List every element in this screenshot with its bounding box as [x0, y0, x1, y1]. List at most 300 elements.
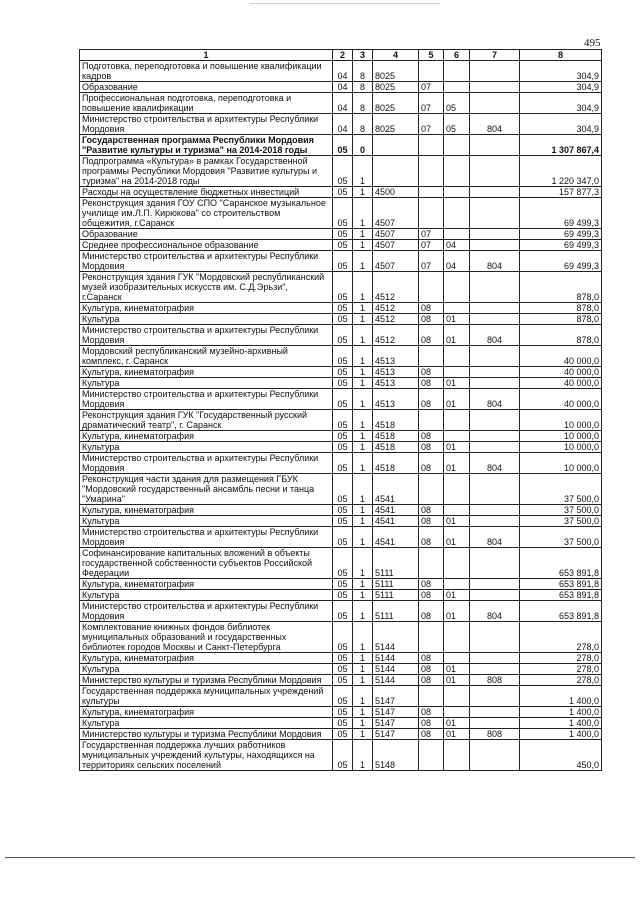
- subdivision-code-cell: [444, 707, 470, 718]
- division-code-cell: [419, 474, 444, 505]
- row-name-cell: Образование: [80, 229, 333, 240]
- section-code-cell: 05: [333, 135, 353, 156]
- division-code-cell: 08: [419, 367, 444, 378]
- subdivision-code-cell: [444, 367, 470, 378]
- subdivision-code-cell: [444, 346, 470, 367]
- subdivision-code-cell: 01: [444, 453, 470, 474]
- subprogram-code-cell: 1: [353, 272, 373, 303]
- row-name-cell: Реконструкция здания ГОУ СПО "Саранское музыкальное училище им.Л.П. Кирюкова" со строительством общежития, г.Саранск: [80, 198, 333, 229]
- amount-cell: 1 400,0: [520, 718, 602, 729]
- ministry-code-cell: [470, 707, 520, 718]
- ministry-code-cell: [470, 548, 520, 579]
- subprogram-code-cell: 1: [353, 240, 373, 251]
- row-name-cell: Культура: [80, 378, 333, 389]
- target-code-cell: 5111: [373, 548, 419, 579]
- ministry-code-cell: [470, 229, 520, 240]
- section-code-cell: 05: [333, 740, 353, 771]
- ministry-code-cell: [470, 653, 520, 664]
- table-row: [80, 135, 602, 156]
- ministry-code-cell: 804: [470, 114, 520, 135]
- target-code-cell: 4513: [373, 389, 419, 410]
- section-code-cell: 05: [333, 653, 353, 664]
- target-code-cell: 5111: [373, 601, 419, 622]
- subprogram-code-cell: 1: [353, 453, 373, 474]
- target-code-cell: 4512: [373, 303, 419, 314]
- ministry-code-cell: [470, 579, 520, 590]
- subprogram-code-cell: 1: [353, 229, 373, 240]
- row-name-cell: Министерство строительства и архитектуры Республики Мордовия: [80, 389, 333, 410]
- target-code-cell: 4507: [373, 251, 419, 272]
- ministry-code-cell: [470, 622, 520, 653]
- division-code-cell: 08: [419, 516, 444, 527]
- amount-cell: 69 499,3: [520, 240, 602, 251]
- table-row: [80, 740, 602, 771]
- target-code-cell: 4518: [373, 410, 419, 431]
- division-code-cell: 08: [419, 653, 444, 664]
- row-name-cell: Культура, кинематография: [80, 707, 333, 718]
- row-name-cell: Министерство строительства и архитектуры Республики Мордовия: [80, 527, 333, 548]
- subdivision-code-cell: [444, 229, 470, 240]
- table-row: [80, 675, 602, 686]
- subprogram-code-cell: 1: [353, 187, 373, 198]
- ministry-code-cell: [470, 516, 520, 527]
- subdivision-code-cell: [444, 431, 470, 442]
- target-code-cell: 4518: [373, 431, 419, 442]
- subdivision-code-cell: 01: [444, 389, 470, 410]
- division-code-cell: 08: [419, 590, 444, 601]
- division-code-cell: 08: [419, 579, 444, 590]
- amount-cell: 1 400,0: [520, 729, 602, 740]
- row-name-cell: Подготовка, переподготовка и повышение квалификации кадров: [80, 61, 333, 82]
- division-code-cell: [419, 198, 444, 229]
- division-code-cell: 08: [419, 303, 444, 314]
- ministry-code-cell: [470, 505, 520, 516]
- subprogram-code-cell: 1: [353, 653, 373, 664]
- amount-cell: 1 307 867,4: [520, 135, 602, 156]
- target-code-cell: 5144: [373, 622, 419, 653]
- table-row: [80, 664, 602, 675]
- target-code-cell: 5147: [373, 729, 419, 740]
- division-code-cell: 08: [419, 675, 444, 686]
- section-code-cell: 05: [333, 431, 353, 442]
- target-code-cell: 5144: [373, 675, 419, 686]
- table-row: [80, 229, 602, 240]
- column-header: 6: [444, 50, 470, 61]
- division-code-cell: 08: [419, 707, 444, 718]
- division-code-cell: 07: [419, 82, 444, 93]
- ministry-code-cell: [470, 198, 520, 229]
- division-code-cell: 08: [419, 505, 444, 516]
- ministry-code-cell: [470, 590, 520, 601]
- amount-cell: 40 000,0: [520, 378, 602, 389]
- ministry-code-cell: [470, 431, 520, 442]
- subprogram-code-cell: 1: [353, 431, 373, 442]
- subdivision-code-cell: [444, 187, 470, 198]
- ministry-code-cell: [470, 410, 520, 431]
- table-row: [80, 82, 602, 93]
- subdivision-code-cell: [444, 505, 470, 516]
- section-code-cell: 05: [333, 707, 353, 718]
- row-name-cell: Софинансирование капитальных вложений в объекты государственной собственности субъектов Российской Федерации: [80, 548, 333, 579]
- division-code-cell: [419, 61, 444, 82]
- amount-cell: 278,0: [520, 622, 602, 653]
- subdivision-code-cell: 05: [444, 114, 470, 135]
- division-code-cell: 08: [419, 314, 444, 325]
- subprogram-code-cell: 1: [353, 729, 373, 740]
- ministry-code-cell: [470, 740, 520, 771]
- amount-cell: 304,9: [520, 61, 602, 82]
- table-row: [80, 198, 602, 229]
- amount-cell: 37 500,0: [520, 474, 602, 505]
- row-name-cell: Министерство строительства и архитектуры Республики Мордовия: [80, 251, 333, 272]
- subprogram-code-cell: 0: [353, 135, 373, 156]
- subprogram-code-cell: 1: [353, 664, 373, 675]
- division-code-cell: [419, 548, 444, 579]
- section-code-cell: 04: [333, 93, 353, 114]
- row-name-cell: Расходы на осуществление бюджетных инвестиций: [80, 187, 333, 198]
- division-code-cell: 08: [419, 325, 444, 346]
- amount-cell: 278,0: [520, 675, 602, 686]
- table-row: [80, 61, 602, 82]
- target-code-cell: 4507: [373, 240, 419, 251]
- table-row: [80, 686, 602, 707]
- row-name-cell: Комплектование книжных фондов библиотек муниципальных образований и государственных библиотек городов Москвы и Санкт-Петербурга: [80, 622, 333, 653]
- subprogram-code-cell: 8: [353, 114, 373, 135]
- subdivision-code-cell: 01: [444, 718, 470, 729]
- row-name-cell: Реконструкция здания ГУК "Мордовский республиканский музей изобразительных искусств им. С.Д.Эрьзи", г.Саранск: [80, 272, 333, 303]
- section-code-cell: 05: [333, 389, 353, 410]
- subdivision-code-cell: [444, 686, 470, 707]
- table-row: [80, 653, 602, 664]
- ministry-code-cell: [470, 718, 520, 729]
- ministry-code-cell: [470, 303, 520, 314]
- subprogram-code-cell: 1: [353, 156, 373, 187]
- target-code-cell: 4500: [373, 187, 419, 198]
- table-row: [80, 93, 602, 114]
- ministry-code-cell: [470, 61, 520, 82]
- ministry-code-cell: [470, 240, 520, 251]
- scan-artifact-line: [5, 857, 635, 858]
- row-name-cell: Министерство строительства и архитектуры Республики Мордовия: [80, 453, 333, 474]
- column-header: 3: [353, 50, 373, 61]
- table-row: [80, 527, 602, 548]
- target-code-cell: 8025: [373, 114, 419, 135]
- table-row: [80, 474, 602, 505]
- ministry-code-cell: 804: [470, 251, 520, 272]
- subprogram-code-cell: 1: [353, 251, 373, 272]
- ministry-code-cell: 804: [470, 325, 520, 346]
- subprogram-code-cell: 1: [353, 579, 373, 590]
- subdivision-code-cell: 01: [444, 325, 470, 346]
- division-code-cell: 07: [419, 229, 444, 240]
- target-code-cell: 4541: [373, 527, 419, 548]
- table-row: [80, 303, 602, 314]
- ministry-code-cell: [470, 378, 520, 389]
- section-code-cell: 05: [333, 548, 353, 579]
- page-number: 495: [584, 37, 601, 49]
- amount-cell: 40 000,0: [520, 389, 602, 410]
- subprogram-code-cell: 1: [353, 590, 373, 601]
- ministry-code-cell: 804: [470, 601, 520, 622]
- subprogram-code-cell: 1: [353, 622, 373, 653]
- section-code-cell: 05: [333, 378, 353, 389]
- subprogram-code-cell: 1: [353, 367, 373, 378]
- table-header-row: [80, 50, 602, 61]
- section-code-cell: 05: [333, 272, 353, 303]
- division-code-cell: [419, 135, 444, 156]
- amount-cell: 653 891,8: [520, 579, 602, 590]
- division-code-cell: 08: [419, 664, 444, 675]
- section-code-cell: 05: [333, 601, 353, 622]
- section-code-cell: 05: [333, 622, 353, 653]
- target-code-cell: 5111: [373, 590, 419, 601]
- target-code-cell: 4541: [373, 505, 419, 516]
- amount-cell: 1 400,0: [520, 707, 602, 718]
- subprogram-code-cell: 1: [353, 686, 373, 707]
- section-code-cell: 05: [333, 410, 353, 431]
- subdivision-code-cell: 01: [444, 516, 470, 527]
- target-code-cell: 4541: [373, 516, 419, 527]
- table-row: [80, 516, 602, 527]
- ministry-code-cell: [470, 93, 520, 114]
- table-row: [80, 240, 602, 251]
- target-code-cell: 4513: [373, 346, 419, 367]
- section-code-cell: 05: [333, 156, 353, 187]
- ministry-code-cell: [470, 346, 520, 367]
- subprogram-code-cell: 1: [353, 303, 373, 314]
- amount-cell: 1 220 347,0: [520, 156, 602, 187]
- amount-cell: 10 000,0: [520, 410, 602, 431]
- target-code-cell: 5111: [373, 579, 419, 590]
- division-code-cell: 08: [419, 431, 444, 442]
- section-code-cell: 05: [333, 240, 353, 251]
- subdivision-code-cell: 01: [444, 675, 470, 686]
- table-row: [80, 505, 602, 516]
- table-row: [80, 579, 602, 590]
- row-name-cell: Культура, кинематография: [80, 579, 333, 590]
- ministry-code-cell: [470, 272, 520, 303]
- subdivision-code-cell: [444, 622, 470, 653]
- section-code-cell: 05: [333, 314, 353, 325]
- subdivision-code-cell: [444, 579, 470, 590]
- amount-cell: 278,0: [520, 653, 602, 664]
- row-name-cell: Культура, кинематография: [80, 505, 333, 516]
- subprogram-code-cell: 1: [353, 474, 373, 505]
- division-code-cell: [419, 686, 444, 707]
- table-row: [80, 453, 602, 474]
- amount-cell: 37 500,0: [520, 527, 602, 548]
- amount-cell: 653 891,8: [520, 601, 602, 622]
- ministry-code-cell: [470, 135, 520, 156]
- subdivision-code-cell: [444, 198, 470, 229]
- amount-cell: 69 499,3: [520, 229, 602, 240]
- section-code-cell: 05: [333, 579, 353, 590]
- section-code-cell: 05: [333, 187, 353, 198]
- section-code-cell: 05: [333, 729, 353, 740]
- table-row: [80, 346, 602, 367]
- subprogram-code-cell: 1: [353, 378, 373, 389]
- subprogram-code-cell: 8: [353, 61, 373, 82]
- ministry-code-cell: 804: [470, 527, 520, 548]
- subdivision-code-cell: 01: [444, 590, 470, 601]
- section-code-cell: 05: [333, 474, 353, 505]
- row-name-cell: Культура, кинематография: [80, 303, 333, 314]
- ministry-code-cell: [470, 686, 520, 707]
- amount-cell: 1 400,0: [520, 686, 602, 707]
- target-code-cell: 4507: [373, 198, 419, 229]
- division-code-cell: [419, 156, 444, 187]
- target-code-cell: 5147: [373, 686, 419, 707]
- ministry-code-cell: [470, 474, 520, 505]
- amount-cell: 450,0: [520, 740, 602, 771]
- subprogram-code-cell: 8: [353, 82, 373, 93]
- division-code-cell: 08: [419, 718, 444, 729]
- section-code-cell: 05: [333, 675, 353, 686]
- target-code-cell: 4507: [373, 229, 419, 240]
- section-code-cell: 05: [333, 453, 353, 474]
- row-name-cell: Государственная поддержка лучших работников муниципальных учреждений культуры, находящихся на территориях сельских поселений: [80, 740, 333, 771]
- target-code-cell: 8025: [373, 82, 419, 93]
- subdivision-code-cell: [444, 740, 470, 771]
- section-code-cell: 05: [333, 664, 353, 675]
- division-code-cell: 08: [419, 389, 444, 410]
- table-row: [80, 622, 602, 653]
- division-code-cell: 07: [419, 93, 444, 114]
- table-row: [80, 431, 602, 442]
- section-code-cell: 05: [333, 516, 353, 527]
- section-code-cell: 05: [333, 505, 353, 516]
- target-code-cell: 5147: [373, 718, 419, 729]
- column-header: 7: [470, 50, 520, 61]
- subdivision-code-cell: 01: [444, 378, 470, 389]
- table-row: [80, 378, 602, 389]
- amount-cell: 40 000,0: [520, 367, 602, 378]
- section-code-cell: 04: [333, 61, 353, 82]
- subprogram-code-cell: 1: [353, 198, 373, 229]
- section-code-cell: 05: [333, 442, 353, 453]
- target-code-cell: 5144: [373, 653, 419, 664]
- subdivision-code-cell: [444, 156, 470, 187]
- table-row: [80, 272, 602, 303]
- table-row: [80, 114, 602, 135]
- amount-cell: 37 500,0: [520, 505, 602, 516]
- section-code-cell: 05: [333, 527, 353, 548]
- table-row: [80, 410, 602, 431]
- target-code-cell: 8025: [373, 61, 419, 82]
- subdivision-code-cell: [444, 474, 470, 505]
- subdivision-code-cell: [444, 410, 470, 431]
- ministry-code-cell: 808: [470, 675, 520, 686]
- amount-cell: 10 000,0: [520, 442, 602, 453]
- row-name-cell: Культура: [80, 718, 333, 729]
- section-code-cell: 05: [333, 229, 353, 240]
- ministry-code-cell: [470, 187, 520, 198]
- ministry-code-cell: [470, 156, 520, 187]
- subprogram-code-cell: 8: [353, 93, 373, 114]
- amount-cell: 878,0: [520, 303, 602, 314]
- amount-cell: 878,0: [520, 325, 602, 346]
- division-code-cell: 08: [419, 378, 444, 389]
- section-code-cell: 05: [333, 590, 353, 601]
- row-name-cell: Министерство строительства и архитектуры Республики Мордовия: [80, 601, 333, 622]
- row-name-cell: Реконструкция здания ГУК "Государственный русский драматический театр", г. Саранск: [80, 410, 333, 431]
- ministry-code-cell: 804: [470, 453, 520, 474]
- subdivision-code-cell: 01: [444, 664, 470, 675]
- table-row: [80, 389, 602, 410]
- division-code-cell: 08: [419, 442, 444, 453]
- table-row: [80, 187, 602, 198]
- row-name-cell: Культура, кинематография: [80, 653, 333, 664]
- ministry-code-cell: [470, 82, 520, 93]
- amount-cell: 69 499,3: [520, 198, 602, 229]
- subdivision-code-cell: 01: [444, 314, 470, 325]
- target-code-cell: 5147: [373, 707, 419, 718]
- ministry-code-cell: 808: [470, 729, 520, 740]
- section-code-cell: 05: [333, 686, 353, 707]
- table-row: [80, 156, 602, 187]
- subprogram-code-cell: 1: [353, 314, 373, 325]
- table-row: [80, 367, 602, 378]
- division-code-cell: [419, 187, 444, 198]
- row-name-cell: Министерство культуры и туризма Республики Мордовия: [80, 729, 333, 740]
- subprogram-code-cell: 1: [353, 527, 373, 548]
- subdivision-code-cell: 01: [444, 442, 470, 453]
- section-code-cell: 04: [333, 114, 353, 135]
- row-name-cell: Среднее профессиональное образование: [80, 240, 333, 251]
- target-code-cell: 4518: [373, 453, 419, 474]
- row-name-cell: Культура: [80, 442, 333, 453]
- division-code-cell: 07: [419, 114, 444, 135]
- table-row: [80, 314, 602, 325]
- table-row: [80, 729, 602, 740]
- row-name-cell: Министерство строительства и архитектуры Республики Мордовия: [80, 114, 333, 135]
- section-code-cell: 05: [333, 346, 353, 367]
- subprogram-code-cell: 1: [353, 516, 373, 527]
- column-header: 4: [373, 50, 419, 61]
- ministry-code-cell: 804: [470, 389, 520, 410]
- section-code-cell: 05: [333, 718, 353, 729]
- division-code-cell: 08: [419, 453, 444, 474]
- subprogram-code-cell: 1: [353, 505, 373, 516]
- target-code-cell: 5148: [373, 740, 419, 771]
- target-code-cell: 4512: [373, 325, 419, 346]
- ministry-code-cell: [470, 314, 520, 325]
- row-name-cell: Министерство культуры и туризма Республики Мордовия: [80, 675, 333, 686]
- subdivision-code-cell: [444, 653, 470, 664]
- subdivision-code-cell: 01: [444, 601, 470, 622]
- budget-table: [79, 49, 602, 771]
- division-code-cell: [419, 740, 444, 771]
- amount-cell: 653 891,8: [520, 590, 602, 601]
- table-row: [80, 718, 602, 729]
- table-row: [80, 251, 602, 272]
- row-name-cell: Культура: [80, 314, 333, 325]
- subdivision-code-cell: [444, 61, 470, 82]
- target-code-cell: 4512: [373, 314, 419, 325]
- subprogram-code-cell: 1: [353, 442, 373, 453]
- table-row: [80, 548, 602, 579]
- table-row: [80, 442, 602, 453]
- target-code-cell: 8025: [373, 93, 419, 114]
- subdivision-code-cell: 05: [444, 93, 470, 114]
- subprogram-code-cell: 1: [353, 548, 373, 579]
- section-code-cell: 05: [333, 303, 353, 314]
- column-header: 8: [520, 50, 602, 61]
- subprogram-code-cell: 1: [353, 389, 373, 410]
- ministry-code-cell: [470, 367, 520, 378]
- column-header: 2: [333, 50, 353, 61]
- subdivision-code-cell: 04: [444, 251, 470, 272]
